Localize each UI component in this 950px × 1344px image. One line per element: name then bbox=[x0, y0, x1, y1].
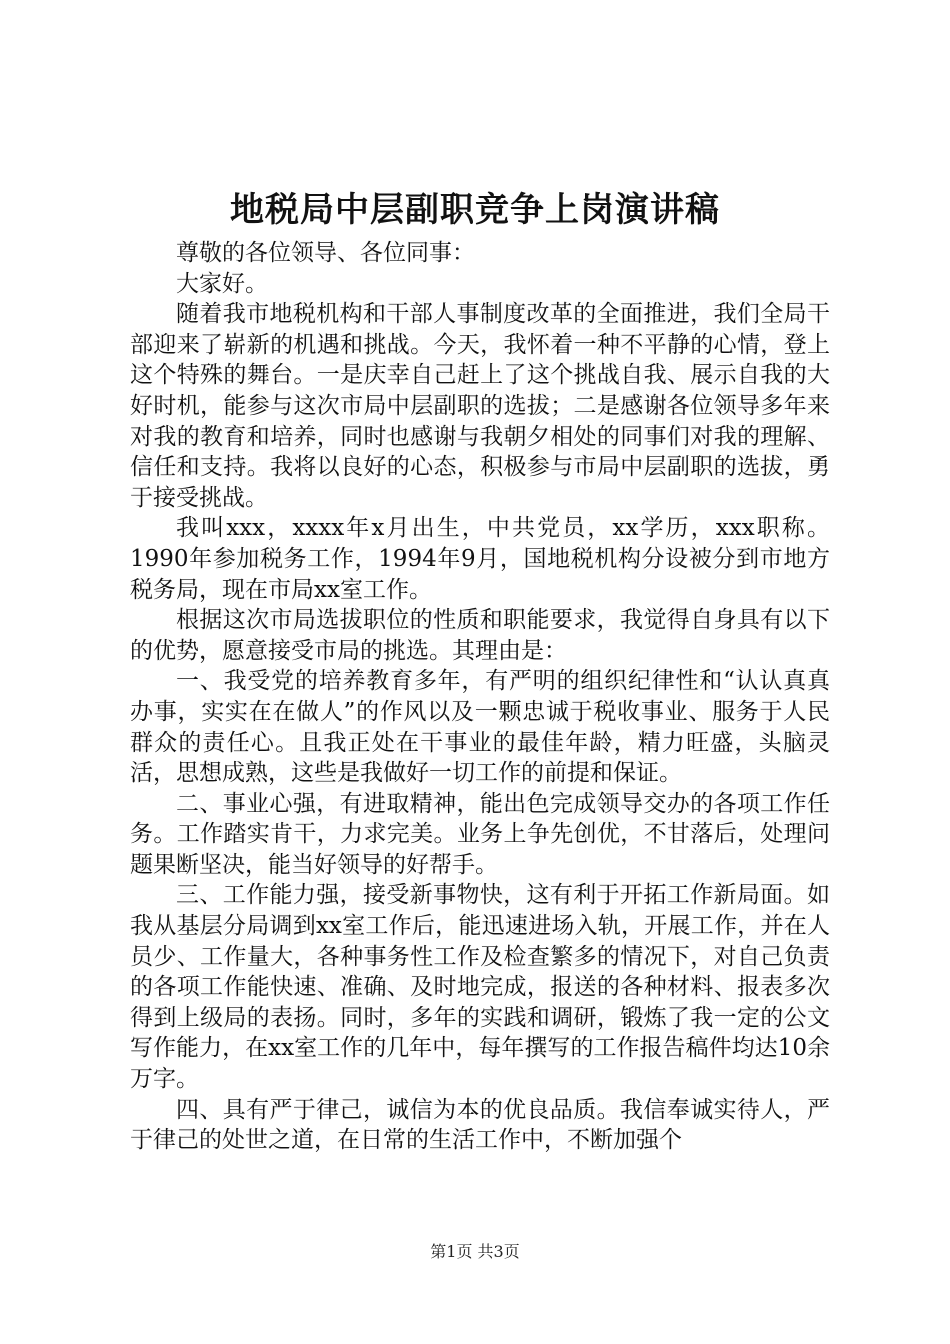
paragraph-reason-one: 一、我受党的培养教育多年，有严明的组织纪律性和“认认真真办事，实实在在做人”的作风以及一颗忠诚于税收事业、服务于人民群众的责任心。且我正处在干事业的最佳年龄，精力旺盛，头脑灵活，思想成熟，这些是我做好一切工作的前提和保证。 bbox=[130, 668, 830, 787]
paragraph-reason-four: 四、具有严于律己，诚信为本的优良品质。我信奉诚实待人，严于律己的处世之道，在日常的生活工作中，不断加强个 bbox=[130, 1096, 830, 1154]
paragraph-self-introduction: 我叫xxx，xxxx年x月出生，中共党员，xx学历，xxx职称。1990年参加税务工作，1994年9月，国地税机构分设被分到市地方税务局，现在市局xx室工作。 bbox=[130, 515, 830, 603]
page-footer: 第1页 共3页 bbox=[430, 1242, 520, 1261]
greeting: 大家好。 bbox=[176, 270, 268, 297]
salutation: 尊敬的各位领导、各位同事： bbox=[176, 240, 475, 266]
document-body bbox=[130, 238, 830, 1156]
document-title: 地税局中层副职竞争上岗演讲稿 bbox=[230, 190, 720, 230]
paragraph-reason-two: 二、事业心强，有进取精神，能出色完成领导交办的各项工作任务。工作踏实肯干，力求完美。业务上争先创优，不甘落后，处理问题果断坚决，能当好领导的好帮手。 bbox=[130, 790, 830, 878]
paragraph-reason-three: 三、工作能力强，接受新事物快，这有利于开拓工作新局面。如我从基层分局调到xx室工作后，能迅速进场入轨，开展工作，并在人员少、工作量大，各种事务性工作及检查繁多的情况下，对自己负责的各项工作能快速、准确、及时地完成，报送的各种材料、报表多次得到上级局的表扬。同时，多年的实践和调研，锻炼了我一定的公文写作能力，在xx室工作的几年中，每年撰写的工作报告稿件均达10余万字。 bbox=[130, 882, 830, 1093]
paragraph-intro: 随着我市地税机构和干部人事制度改革的全面推进，我们全局干部迎来了崭新的机遇和挑战。今天，我怀着一种不平静的心情，登上这个特殊的舞台。一是庆幸自己赶上了这个挑战自我、展示自我的大好时机，能参与这次市局中层副职的选拔；二是感谢各位领导多年来对我的教育和培养，同时也感谢与我朝夕相处的同事们对我的理解、信任和支持。我将以良好的心态，积极参与市局中层副职的选拔，勇于接受挑战。 bbox=[130, 301, 830, 511]
paragraph-reasons-lead: 根据这次市局选拔职位的性质和职能要求，我觉得自身具有以下的优势，愿意接受市局的挑选。其理由是： bbox=[130, 607, 830, 664]
